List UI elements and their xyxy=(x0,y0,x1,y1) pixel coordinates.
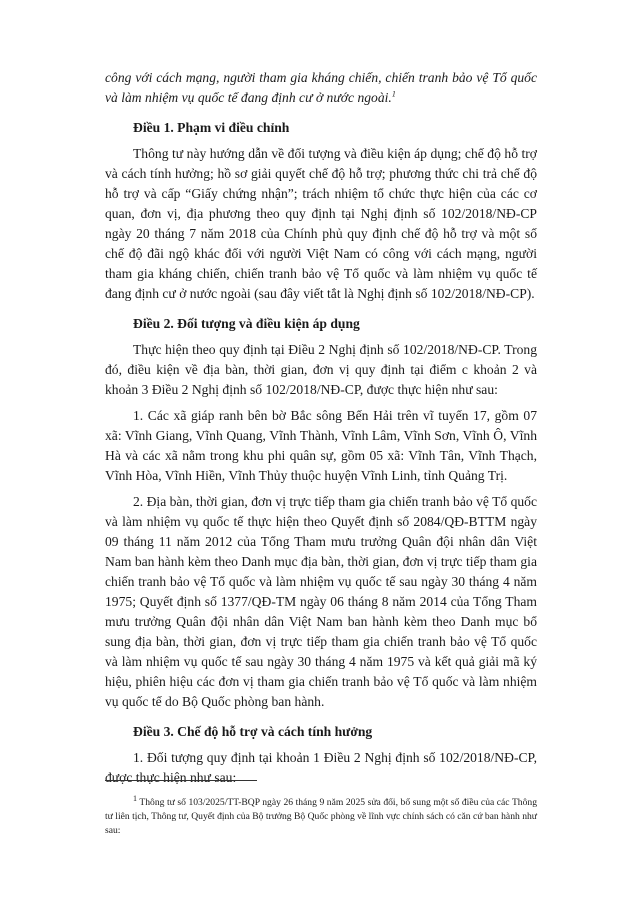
intro-paragraph xyxy=(105,68,537,108)
footnote-ref[interactable]: 1 xyxy=(391,89,396,99)
footnote-text: Thông tư số 103/2025/TT-BQP ngày 26 tháng 9 năm 2025 sửa đổi, bổ sung một số điều của các Thông tư liên tịch, Thông tư, Quyết định của Bộ trưởng Bộ Quốc phòng về lĩnh vực chính sách có căn cứ ban hành như sau: xyxy=(105,797,537,837)
document-body xyxy=(105,68,537,788)
footnote xyxy=(105,792,537,838)
article-2-heading: Điều 2. Đối tượng và điều kiện áp dụng xyxy=(133,316,360,331)
footnote-divider xyxy=(105,780,257,781)
footnote-number: 1 xyxy=(133,794,137,803)
article-1-body: Thông tư này hướng dẫn về đối tượng và điều kiện áp dụng; chế độ hỗ trợ và cách tính hưởng; hồ sơ giải quyết chế độ hỗ trợ; phương thức chi trả chế độ hỗ trợ và cấp “Giấy chứng nhận”; trách nhiệm tổ chức thực hiện của các cơ quan, đơn vị, địa phương theo quy định tại Nghị định số 102/2018/NĐ-CP ngày 20 tháng 7 năm 2018 của Chính phủ quy định chế độ hỗ trợ và một số chế độ đãi ngộ khác đối với người Việt Nam có công với cách mạng, người tham gia kháng chiến, chiến tranh bảo vệ Tổ quốc và làm nhiệm vụ quốc tế đang định cư ở nước ngoài (sau đây viết tắt là Nghị định số 102/2018/NĐ-CP). xyxy=(105,146,537,301)
intro-text: công với cách mạng, người tham gia kháng chiến, chiến tranh bảo vệ Tổ quốc và làm nhiệm vụ quốc tế đang định cư ở nước ngoài. xyxy=(105,70,537,105)
footnote-paragraph xyxy=(105,792,537,838)
article-2-lead: Thực hiện theo quy định tại Điều 2 Nghị định số 102/2018/NĐ-CP. Trong đó, điều kiện về địa bàn, thời gian, đơn vị quy định tại điểm c khoản 2 và khoản 3 Điều 2 Nghị định số 102/2018/NĐ-CP, được thực hiện như sau: xyxy=(105,342,537,397)
article-3-item-1: 1. Đối tượng quy định tại khoản 1 Điều 2 Nghị định số 102/2018/NĐ-CP, được thực hiện như sau: xyxy=(105,750,537,785)
article-3-heading: Điều 3. Chế độ hỗ trợ và cách tính hưởng xyxy=(133,724,373,739)
article-2-item-1: 1. Các xã giáp ranh bên bờ Bắc sông Bến Hải trên vĩ tuyến 17, gồm 07 xã: Vĩnh Giang, Vĩnh Quang, Vĩnh Thành, Vĩnh Lâm, Vĩnh Sơn, Vĩnh Ô, Vĩnh Hà và các xã nằm trong khu phi quân sự, gồm 05 xã: Vĩnh Tân, Vĩnh Thạch, Vĩnh Hòa, Vĩnh Hiền, Vĩnh Thủy thuộc huyện Vĩnh Linh, tỉnh Quảng Trị. xyxy=(105,408,537,483)
article-2-item-2: 2. Địa bàn, thời gian, đơn vị trực tiếp tham gia chiến tranh bảo vệ Tổ quốc và làm nhiệm vụ quốc tế thực hiện theo Quyết định số 2084/QĐ-BTTM ngày 09 tháng 11 năm 2012 của Tổng Tham mưu trưởng Quân đội nhân dân Việt Nam ban hành kèm theo Danh mục địa bàn, thời gian, đơn vị trực tiếp tham gia chiến tranh bảo vệ Tổ quốc và làm nhiệm vụ quốc tế sau ngày 30 tháng 4 năm 1975; Quyết định số 1377/QĐ-TM ngày 06 tháng 8 năm 2014 của Tổng Tham mưu trưởng Quân đội nhân dân Việt Nam ban hành kèm theo Danh mục bổ sung địa bàn, thời gian, đơn vị trực tiếp tham gia chiến tranh bảo vệ Tổ quốc và làm nhiệm vụ quốc tế sau ngày 30 tháng 4 năm 1975 và kết quả giải mã ký hiệu, phiên hiệu các đơn vị tham gia chiến tranh bảo vệ Tổ quốc và làm nhiệm vụ quốc tế do Bộ Quốc phòng ban hành. xyxy=(105,494,537,709)
article-1-heading: Điều 1. Phạm vi điều chỉnh xyxy=(133,120,290,135)
